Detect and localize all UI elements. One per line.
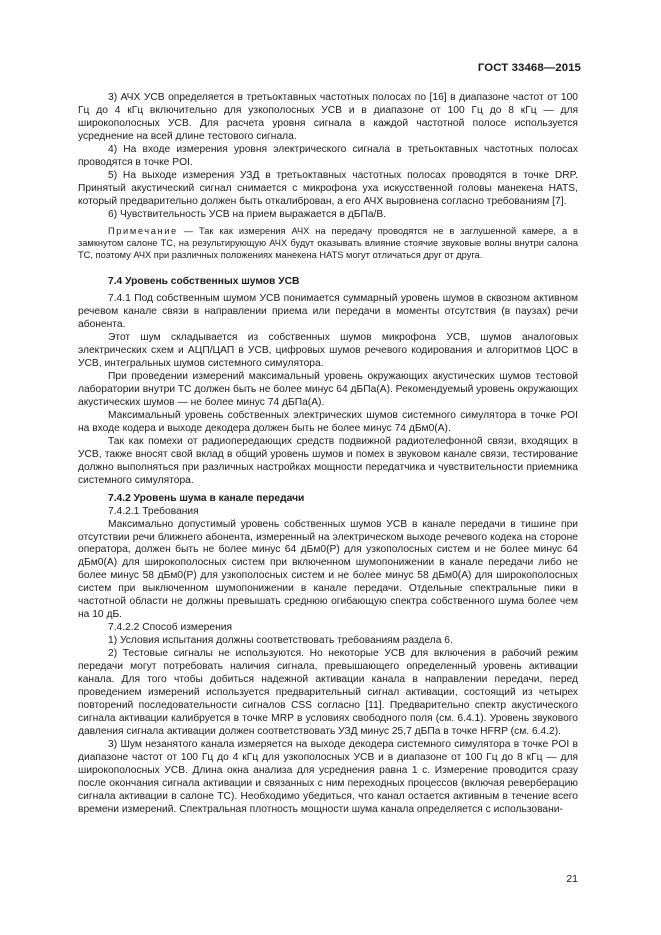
paragraph: Этот шум складывается из собственных шумов микрофона УСВ, шумов аналоговых электрических схем и АЦП/ЦАП в УСВ, цифровых шумов речевого кодирования и алгоритмов ЦОС в УСВ, интегральных шумов системного симулятора. — [78, 332, 578, 370]
note — [78, 225, 578, 262]
paragraph: 4) На входе измерения уровня электрического сигнала в третьоктавных частотных полосах проводятся в точке POI. — [78, 143, 578, 168]
paragraph: 7.4.2.1 Требования — [108, 505, 199, 517]
paragraph: 6) Чувствительность УСВ на прием выражается в дБПа/В. — [108, 208, 387, 220]
page-number: 21 — [566, 873, 578, 885]
paragraph: 5) На выходе измерения УЗД в третьоктавных частотных полосах проводятся в точке DRP. Принятый акустический сигнал снимается с микрофона уха искусственной головы манекена HATS, который предварительно должен быть откалиброван, а его АЧХ выровнена согласно требованиям [7]. — [78, 169, 578, 207]
paragraph: Максимальный уровень собственных электрических шумов системного симулятора в точке POI на входе кодера и выходе декодера должен быть не более минус 74 дБм0(А). — [78, 409, 578, 434]
paragraph: 2) Тестовые сигналы не используются. Но некоторые УСВ для включения в рабочий режим передачи могут потребовать наличия сигнала, превышающего определенный уровень активации канала. Для того чтобы добиться надежной активации канала в направлении передачи, перед проведением измерений используется предварительный сигнал активации, состоящий из четырех повторений последовательности сигналов CSS согласно [11]. Предварительно спектр акустического сигнала активации калибруется в точке MRP в условиях свободного поля (см. 6.4.1). Уровень звукового давления сигнала активации должен соответствовать УЗД минус 25,7 дБПа в точке HFRP (см. 6.4.2). — [78, 648, 578, 737]
section-heading-7-4-2: 7.4.2 Уровень шума в канале передачи — [108, 492, 305, 504]
paragraph: 3) АЧХ УСВ определяется в третьоктавных частотных полосах по [16] в диапазоне частот от 100 Гц до 4 кГц включительно для узкополосных УСВ и в диапазоне от 100 Гц до 8 кГц — для широкополосных УСВ. Для расчета уровня сигнала в каждой частотной полосе используется усреднение на всей длине тестового сигнала. — [78, 92, 578, 142]
document-body — [78, 92, 578, 817]
note-lead: Примечание — [108, 225, 178, 236]
paragraph: Максимально допустимый уровень собственных шумов УСВ в канале передачи в тишине при отсутствии речи ближнего абонента, измеренный на электрическом выходе речевого кодека на стороне оператора, должен быть не более минус 64 дБм0(Р) для узкополосных систем и не более минус 64 дБм0(А) для широкополосных систем при включенном шумопонижении в канале передачи либо не более минус 58 дБм0(Р) для узкополосных систем и не более минус 58 дБм0(А) для широкополосных систем при выключенном шумопонижении в канале передачи. Отдельные спектральные пики в частотной области не должны превышать среднюю огибающую спектра собственного шума более чем на 10 дБ. — [78, 518, 578, 621]
note-text: — Так как измерения АЧХ на передачу проводятся не в заглушенной камере, а в замкнутом салоне ТС, на результирующую АЧХ будут оказывать влияние стоячие звуковые волны внутри салона ТС, поэтому АЧХ при различных положениях манекена HATS могут отличаться друг от друга. — [78, 225, 578, 261]
document-code: ГОСТ 33468—2015 — [477, 62, 581, 74]
paragraph: 1) Условия испытания должны соответствовать требованиям раздела 6. — [108, 635, 453, 647]
paragraph: 3) Шум незанятого канала измеряется на выходе декодера системного симулятора в точке POI в диапазоне частот от 100 Гц до 4 кГц для узкополосных УСВ и в диапазоне от 100 Гц до 8 кГц — для широкополосных УСВ. Длина окна анализа для усреднения равна 1 с. Измерение проводится сразу после окончания сигнала активации и связанных с ним переходных процессов (включая реверберацию сигнала активации в салоне ТС). Необходимо убедиться, что канал остается активным в течение всего времени измерений. Спектральная плотность мощности шума канала определяется с использовани- — [78, 738, 578, 815]
section-heading-7-4: 7.4 Уровень собственных шумов УСВ — [108, 276, 300, 288]
paragraph: 7.4.1 Под собственным шумом УСВ понимается суммарный уровень шумов в сквозном активном речевом канале связи в направлении приема или передачи в моменты отсутствия (в паузах) речи абонента. — [78, 293, 578, 331]
paragraph: Так как помехи от радиопередающих средств подвижной радиотелефонной связи, входящих в УСВ, также вносят свой вклад в общий уровень шумов и помех в звуковом канале связи, тестирование должно выполняться при различных настройках мощности передатчика и чувствительности приемника системного симулятора. — [78, 435, 578, 486]
paragraph: 7.4.2.2 Способ измерения — [108, 622, 233, 634]
paragraph: При проведении измерений максимальный уровень окружающих акустических шумов тестовой лаборатории внутри ТС должен быть не более минус 64 дБПа(А). Рекомендуемый уровень окружающих акустических шумов — не более минус 74 дБПа(А). — [78, 371, 578, 408]
